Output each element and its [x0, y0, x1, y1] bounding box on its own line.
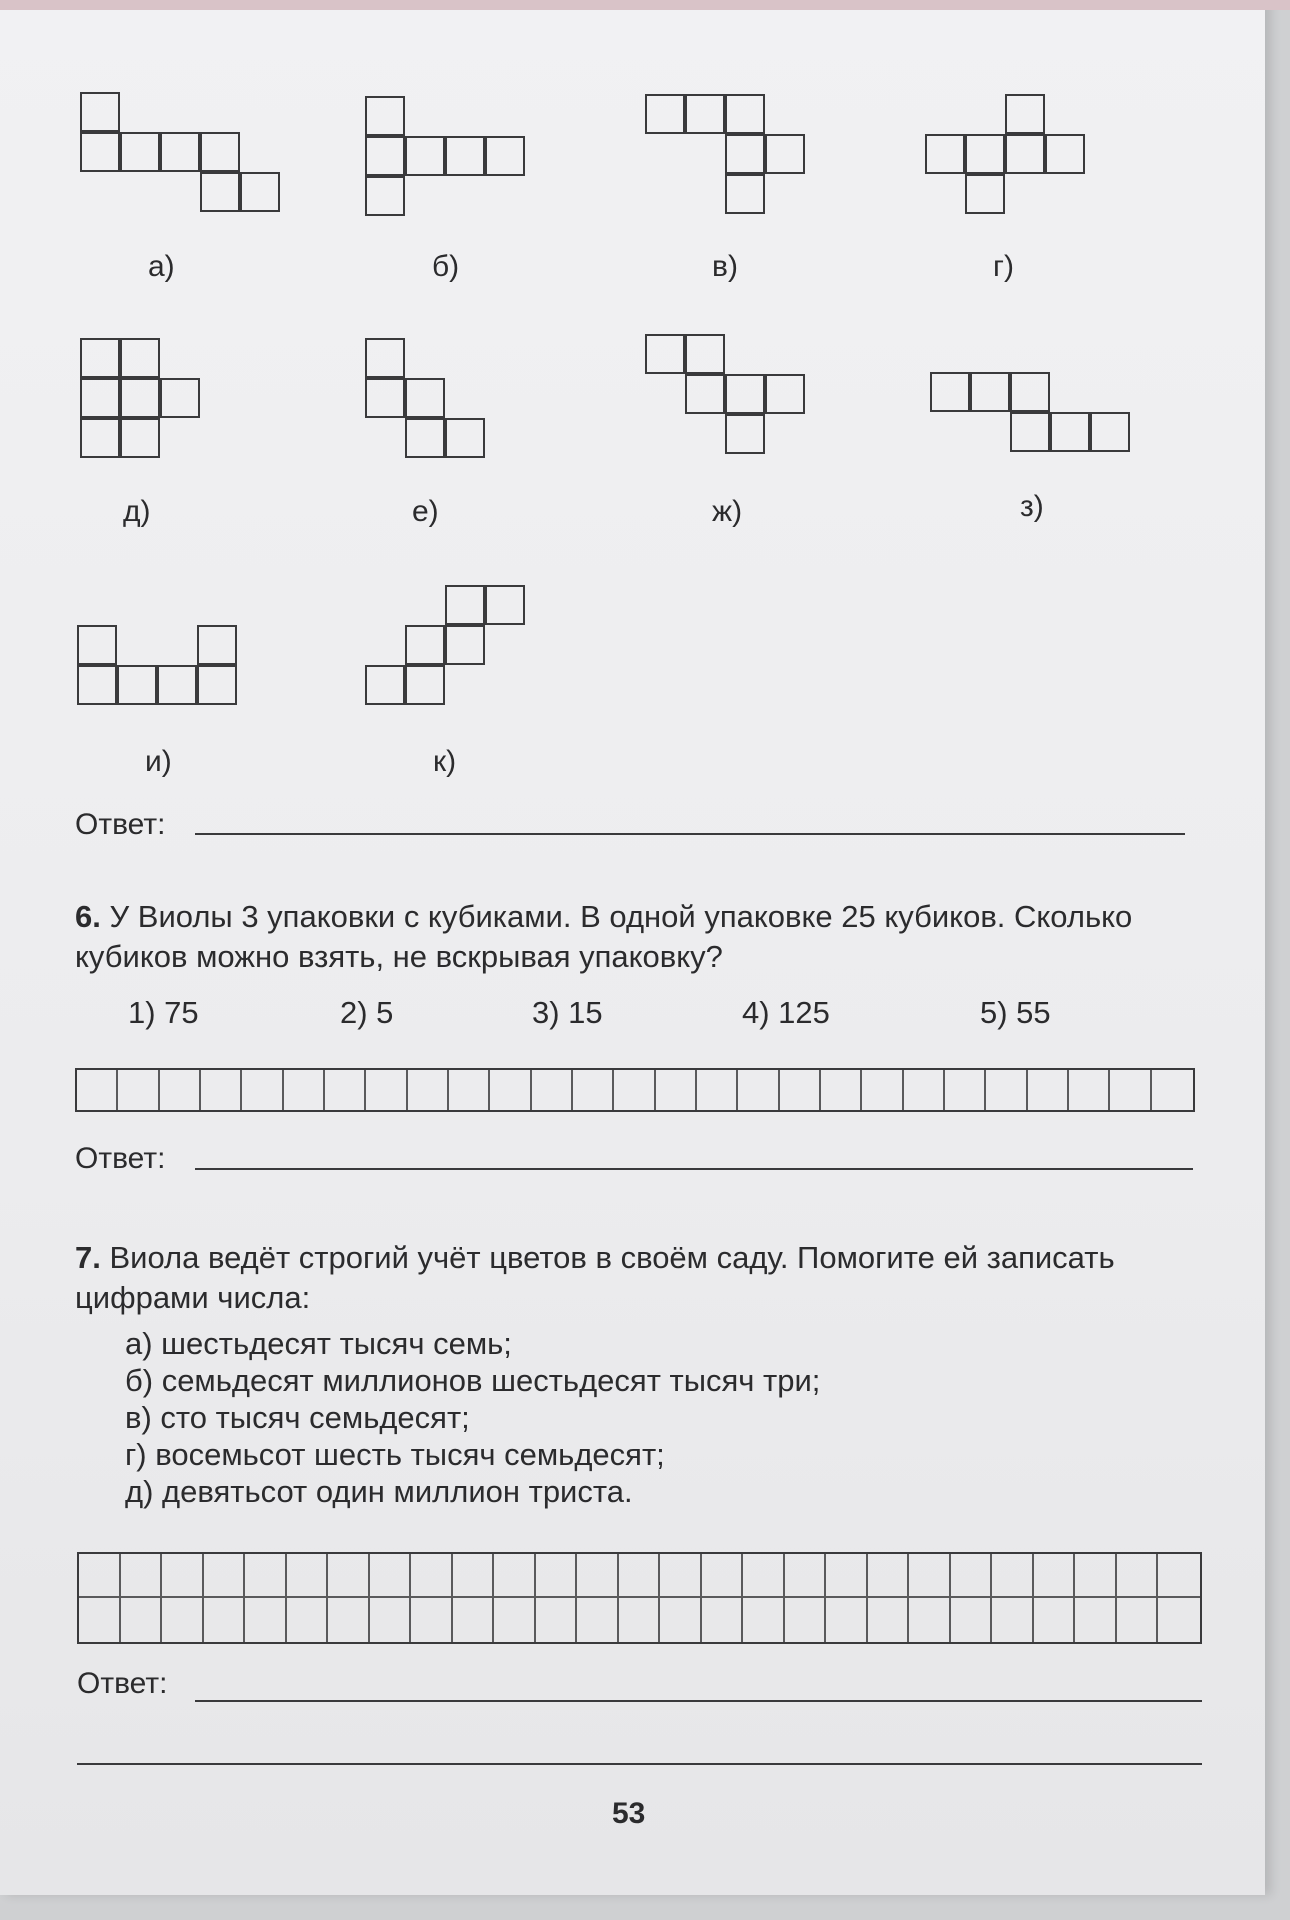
task7-statement: Виола ведёт строгий учёт цветов в своём саду. Помогите ей записать цифрами числа: [75, 1240, 1115, 1315]
cube-net-label-10[interactable]: к) [433, 745, 457, 778]
cube-net-label-2[interactable]: б) [432, 250, 460, 283]
net-cell [365, 96, 405, 136]
net-cell [197, 625, 237, 665]
answer-line-task5[interactable] [195, 833, 1185, 835]
task7-item-c: в) сто тысяч семьдесят; [125, 1400, 470, 1435]
net-cell [365, 378, 405, 418]
net-cell [197, 665, 237, 705]
net-cell [80, 132, 120, 172]
net-cell [725, 414, 765, 454]
net-cell [120, 132, 160, 172]
net-cell [1090, 412, 1130, 452]
task7-text [75, 1238, 1195, 1318]
task6-statement: У Виолы 3 упаковки с кубиками. В одной упаковке 25 кубиков. Сколько кубиков можно взять, не вскрывая упаковку? [75, 899, 1133, 974]
net-cell [405, 625, 445, 665]
net-cell [117, 665, 157, 705]
task6-text [75, 897, 1195, 977]
net-cell [200, 172, 240, 212]
task7-item-e: д) девятьсот один миллион триста. [125, 1474, 633, 1509]
net-cell [1045, 134, 1085, 174]
net-cell [120, 338, 160, 378]
answer-label-task6: Ответ: [75, 1142, 166, 1175]
task6-choice-1[interactable]: 1) 75 [128, 995, 199, 1030]
net-cell [365, 338, 405, 378]
task7-answer-grid[interactable] [77, 1552, 1202, 1644]
grid-line-horizontal [79, 1554, 1200, 1598]
cube-net-label-7[interactable]: ж) [712, 495, 743, 528]
net-cell [445, 585, 485, 625]
cube-net-label-8[interactable]: з) [1020, 490, 1044, 523]
cube-net-label-4[interactable]: г) [993, 250, 1014, 283]
net-cell [725, 134, 765, 174]
net-cell [725, 174, 765, 214]
net-cell [445, 136, 485, 176]
net-cell [965, 134, 1005, 174]
net-cell [765, 134, 805, 174]
task7-items [125, 1325, 820, 1510]
answer-label-task5: Ответ: [75, 808, 166, 841]
net-cell [930, 372, 970, 412]
answer-label-task7: Ответ: [77, 1667, 168, 1700]
net-cell [485, 136, 525, 176]
net-cell [685, 374, 725, 414]
net-cell [445, 418, 485, 458]
net-cell [405, 136, 445, 176]
task6-number: 6. [75, 899, 101, 934]
net-cell [405, 378, 445, 418]
net-cell [80, 418, 120, 458]
net-cell [1010, 372, 1050, 412]
cube-net-label-5[interactable]: д) [123, 495, 151, 528]
net-cell [240, 172, 280, 212]
net-cell [965, 174, 1005, 214]
cube-net-label-1[interactable]: а) [148, 250, 175, 283]
answer-line-task7-extra[interactable] [77, 1763, 1202, 1765]
net-cell [645, 94, 685, 134]
cube-net-label-9[interactable]: и) [145, 745, 172, 778]
net-cell [80, 92, 120, 132]
task6-choice-2[interactable]: 2) 5 [340, 995, 394, 1030]
net-cell [970, 372, 1010, 412]
net-cell [765, 374, 805, 414]
net-cell [1050, 412, 1090, 452]
task7-item-a: а) шестьдесят тысяч семь; [125, 1326, 512, 1361]
net-cell [925, 134, 965, 174]
net-cell [160, 132, 200, 172]
page-number: 53 [612, 1797, 646, 1830]
net-cell [405, 418, 445, 458]
task6-answer-grid[interactable] [75, 1068, 1195, 1112]
net-cell [685, 94, 725, 134]
task6-choice-5[interactable]: 5) 55 [980, 995, 1051, 1030]
net-cell [725, 374, 765, 414]
cube-net-label-3[interactable]: в) [712, 250, 738, 283]
net-cell [120, 378, 160, 418]
net-cell [405, 665, 445, 705]
net-cell [77, 665, 117, 705]
net-cell [365, 176, 405, 216]
net-cell [445, 625, 485, 665]
task7-item-b: б) семьдесят миллионов шестьдесят тысяч три; [125, 1363, 821, 1398]
answer-line-task6[interactable] [195, 1168, 1193, 1170]
net-cell [157, 665, 197, 705]
net-cell [645, 334, 685, 374]
grid-line-vertical [77, 1070, 1152, 1110]
net-cell [365, 665, 405, 705]
net-cell [1005, 134, 1045, 174]
net-cell [1005, 94, 1045, 134]
net-cell [80, 378, 120, 418]
answer-line-task7[interactable] [195, 1700, 1202, 1702]
task7-item-d: г) восемьсот шесть тысяч семьдесят; [125, 1437, 665, 1472]
net-cell [725, 94, 765, 134]
net-cell [200, 132, 240, 172]
net-cell [485, 585, 525, 625]
task7-number: 7. [75, 1240, 101, 1275]
net-cell [77, 625, 117, 665]
net-cell [685, 334, 725, 374]
task6-choice-3[interactable]: 3) 15 [532, 995, 603, 1030]
net-cell [1010, 412, 1050, 452]
net-cell [80, 338, 120, 378]
net-cell [365, 136, 405, 176]
task6-choice-4[interactable]: 4) 125 [742, 995, 830, 1030]
top-edge [0, 0, 1290, 10]
net-cell [120, 418, 160, 458]
cube-net-label-6[interactable]: е) [412, 495, 439, 528]
net-cell [160, 378, 200, 418]
